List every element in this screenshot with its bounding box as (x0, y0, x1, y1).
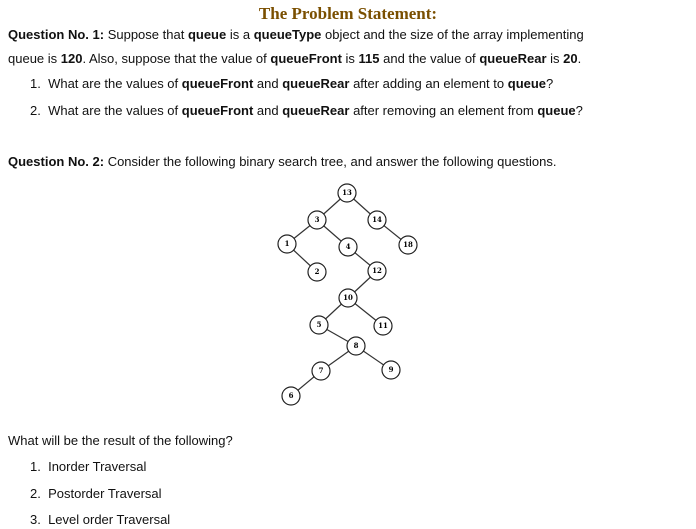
tree-node-9 (382, 361, 400, 379)
tree-node-18 (399, 236, 417, 254)
svg-text:13: 13 (342, 188, 352, 197)
tree-nodes (278, 184, 417, 405)
tree-node-3 (308, 211, 326, 229)
svg-text:12: 12 (372, 266, 382, 275)
tree-node-11 (374, 317, 392, 335)
q2-item-2: 2. Postorder Traversal (30, 486, 162, 501)
tree-node-2 (308, 263, 326, 281)
q1-item-1: 1. What are the values of queueFront and queueRear after adding an element to queue? (30, 76, 554, 91)
svg-text:1: 1 (284, 239, 290, 248)
q2-prompt: What will be the result of the following? (8, 433, 233, 448)
svg-text:6: 6 (288, 391, 294, 400)
q1-item-2: 2. What are the values of queueFront and queueRear after removing an element from queue? (30, 103, 583, 118)
tree-node-14 (368, 211, 386, 229)
svg-text:18: 18 (403, 240, 413, 249)
tree-node-4 (339, 238, 357, 256)
tree-node-5 (310, 316, 328, 334)
page-title: The Problem Statement: (258, 4, 438, 23)
q2-line: Question No. 2: Consider the following binary search tree, and answer the following questions. (8, 154, 557, 169)
binary-search-tree (255, 180, 470, 410)
tree-node-8 (347, 337, 365, 355)
svg-text:10: 10 (343, 293, 353, 302)
svg-text:3: 3 (314, 215, 320, 224)
q2-label: Question No. 2: (8, 154, 105, 169)
q1-line-1: Question No. 1: Suppose that queue is a queueType object and the size of the array implementing (8, 27, 584, 42)
svg-text:7: 7 (318, 366, 324, 375)
svg-text:8: 8 (353, 341, 359, 350)
q2-item-3: 3. Level order Traversal (30, 512, 171, 527)
tree-node-10 (339, 289, 357, 307)
tree-node-12 (368, 262, 386, 280)
q1-label: Question No. 1: (8, 27, 105, 42)
q1-line-2: queue is 120. Also, suppose that the value of queueFront is 115 and the value of queueRear is 20. (8, 51, 582, 66)
svg-text:14: 14 (372, 215, 382, 224)
tree-node-1 (278, 235, 296, 253)
tree-node-6 (282, 387, 300, 405)
q2-item-1: 1. Inorder Traversal (30, 459, 147, 474)
svg-text:9: 9 (388, 365, 394, 374)
tree-node-7 (312, 362, 330, 380)
svg-text:11: 11 (378, 321, 388, 330)
tree-node-13 (338, 184, 356, 202)
svg-text:2: 2 (314, 267, 320, 276)
svg-text:5: 5 (316, 320, 322, 329)
svg-text:4: 4 (345, 242, 351, 251)
